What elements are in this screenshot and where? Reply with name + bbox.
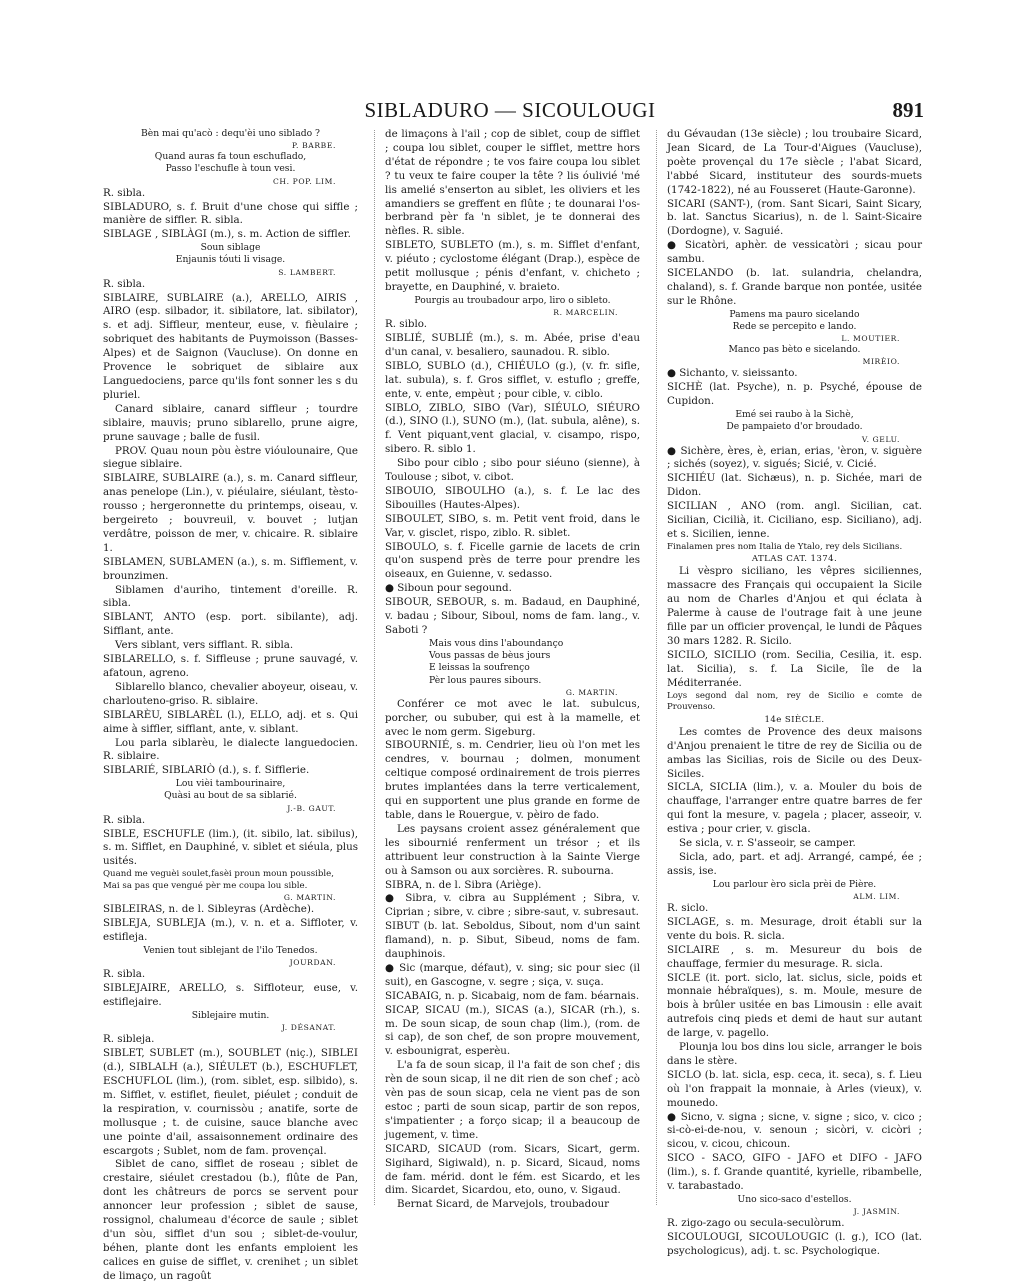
dictionary-entry: SIBLO, ZIBLO, SIBO (Var), SIÉULO, SIÉURO (d.), SINO (l.), SUNO (m.), (lat. subula, alêne), s. f. Vent piquant,vent glacial, v. cisampo, rispo, sibero. R. siblo 1. bbox=[385, 401, 640, 456]
citation-line: Passo l'eschufle à toun vesi. bbox=[165, 163, 296, 175]
dictionary-entry: SICELANDO (b. lat. sulandria, chelandra, chaland), s. f. Grande barque non pontée, usitée sur le Rhône. bbox=[667, 267, 922, 307]
dictionary-entry: SIBOUIO, SIBOULHO (a.), s. f. Le lac des Sibouilles (Hautes-Alpes). bbox=[385, 484, 640, 511]
dictionary-entry: SIBLAIRE, SUBLAIRE (a.), s. m. Canard siffleur, anas penelope (Lin.), v. piéulaire, siéulant, tèsto-rousso ; hergeronnette du printemps, oiseau, v. bergeireto ; bouvreuil, v. bouvet ; lutjan verdâtre, poisson de mer, v. chicaire. R. siblaire 1. bbox=[103, 472, 358, 554]
citation-line: Enjaunis tóuti li visage. bbox=[175, 254, 286, 266]
dictionary-entry: SIBOUR, SEBOUR, s. m. Badaud, en Dauphiné, v. badau ; Sibour, Siboul, noms de fam. lang., v. Saboti ? bbox=[385, 596, 640, 637]
citation-line: Quand auras fa toun eschuflado, bbox=[154, 151, 307, 163]
dictionary-entry: SICOULOUGI, SICOULOUGIC (l. g.), ICO (lat. psychologicus), adj. t. sc. Psychologique. bbox=[667, 1231, 922, 1258]
citation-source: J. DÉSANAT. bbox=[281, 1023, 336, 1033]
dictionary-entry: L'a fa de soun sicap, il l'a fait de son chef ; dis rèn de soun sicap, il ne dit rien de son chef ; acò vèn pas de soun sicap, cela ne vient pas de son estoc ; parti de soun sicap, partir de son repos, s'impatienter ; a forço sicap; il a beaucoup de jugement, v. tìme. bbox=[385, 1059, 640, 1141]
dictionary-entry: Bernat Sicard, de Marvejols, troubadour bbox=[397, 1198, 610, 1211]
dictionary-entry: R. sibla. bbox=[103, 813, 146, 826]
dictionary-entry: SICLE (it. port. siclo, lat. siclus, sicle, poids et monnaie hébraïques), s. m. Moule, mesure de bois à brûler usitée en bas Limousin : elle avait autrefois cinq pieds et demi de haut sur autant de large, v. pagello. bbox=[667, 971, 922, 1040]
dictionary-entry: Plounja lou bos dins lou sicle, arranger le bois dans le stère. bbox=[667, 1041, 922, 1067]
dictionary-entry: SICHIÉU (lat. Sichæus), n. p. Sichée, mari de Didon. bbox=[667, 472, 922, 499]
citation-line: Venien tout siblejant de l'ilo Tenedos. bbox=[143, 945, 318, 957]
dictionary-entry: Se sicla, v. r. S'asseoir, se camper. bbox=[679, 837, 856, 850]
dictionary-entry: Li vèspro siciliano, les vêpres siciliennes, massacre des Français qui occupaient la Sicile au nom de Charles d'Anjou et qui éclata à Palerme à cause de l'outrage fait à une jeune fille par un officier provençal, le lundi de Pâques 30 mars 1282. R. Sicilo. bbox=[667, 565, 922, 647]
dictionary-entry: ● Sicatòri, aphèr. de vessicatòri ; sicau pour sambu. bbox=[667, 239, 922, 266]
dictionary-entry: R. sibla. bbox=[103, 186, 146, 199]
citation-source: ALM. LIM. bbox=[853, 891, 900, 901]
dictionary-entry: SIBLAMEN, SUBLAMEN (a.), s. m. Sifflement, v. brounzimen. bbox=[103, 555, 358, 582]
citation-line: Vous passas de bèus jours bbox=[429, 650, 551, 662]
dictionary-entry: SICARI (SANT-), (rom. Sant Sicari, Saint Sicary, b. lat. Sanctus Sicarius), n. de l. Saint-Sicaire (Dordogne), v. Saguié. bbox=[667, 197, 922, 238]
column-divider bbox=[374, 130, 375, 1205]
citation-source: MIRÈIO. bbox=[862, 357, 900, 367]
dictionary-entry: SIBRA, n. de l. Sibra (Ariège). bbox=[385, 878, 542, 891]
dictionary-entry: SIBLO, SUBLO (d.), CHIÉULO (g.), (v. fr. sifle, lat. subula), s. f. Gros sifflet, v. estuflo ; greffe, ente, v. ente, empèut ; pour cible, v. ciblo. bbox=[385, 359, 640, 400]
dictionary-entry: SIBLAIRE, SUBLAIRE (a.), ARELLO, AIRIS , AIRO (esp. silbador, it. sibilatore, lat. sibilator), s. et adj. Siffleur, menteur, euse, v. fièulaire ; sobriquet des habitants de Puymoisson (Basses-Alpes) et de Saignon (Vaucluse). On donne en Provence le sobriquet de siblaire aux Languedociens, parce qu'ils font sonner les s du pluriel. bbox=[103, 291, 358, 401]
dictionary-entry: SICHÈ (lat. Psyche), n. p. Psyché, épouse de Cupidon. bbox=[667, 381, 922, 408]
dictionary-entry: R. siclo. bbox=[667, 901, 709, 914]
citation-date: ATLAS CAT. 1374. bbox=[751, 554, 838, 565]
citation-source: L. MOUTIER. bbox=[841, 334, 900, 344]
citation-prose: Quand me veguèi soulet,fasèi proun moun poussible, bbox=[103, 869, 334, 880]
citation-line: De pampaieto d'or broudado. bbox=[726, 421, 863, 433]
dictionary-entry: PROV. Quau noun pòu èstre vióulounaire, Que siegue siblaire. bbox=[103, 444, 358, 471]
dictionary-entry: SICABAIG, n. p. Sicabaig, nom de fam. béarnais. bbox=[385, 989, 640, 1002]
page-number: 891 bbox=[892, 98, 924, 122]
citation-source: J.-B. GAUT. bbox=[287, 803, 336, 813]
dictionary-entry: SIBOULO, s. f. Ficelle garnie de lacets de crin qu'on suspend près de terre pour prendre les oiseaux, en Guienne, v. sedasso. bbox=[385, 540, 640, 581]
citation-line: E leissas la soufrenço bbox=[429, 662, 530, 674]
dictionary-entry: ● Siboun pour segound. bbox=[385, 582, 512, 595]
dictionary-entry: Siblarello blanco, chevalier aboyeur, oiseau, v. charlouteno-griso. R. siblaire. bbox=[103, 680, 358, 707]
column-right bbox=[667, 128, 922, 1258]
citation-source: G. MARTIN. bbox=[283, 893, 336, 903]
dictionary-entry: SIBUT (b. lat. Seboldus, Sibout, nom d'un saint flamand), n. p. Sibut, Sibeud, noms de fam. dauphinois. bbox=[385, 920, 640, 961]
dictionary-entry: ● Sibra, v. cibra au Supplément ; Sibra, v. Ciprian ; sibre, v. cibre ; sibre-saut, v. subresaut. bbox=[385, 892, 640, 919]
citation-line: Mais vous dins l'aboundanço bbox=[429, 637, 564, 649]
citation-prose: Mai sa pas que vengué pèr me coupa lou sible. bbox=[103, 880, 308, 891]
dictionary-entry: SIBLEIRAS, n. de l. Sibleyras (Ardèche). bbox=[103, 903, 315, 916]
citation-source: G. MARTIN. bbox=[565, 687, 618, 697]
dictionary-entry: ● Sichère, ères, è, erian, erias, 'èron, v. siguère ; sichés (soyez), v. sigués; Sicié, v. Cicié. bbox=[667, 444, 922, 471]
citation-line: Bèn mai qu'acò : dequ'èi uno siblado ? bbox=[141, 128, 320, 139]
dictionary-entry: ● Sichanto, v. sieissanto. bbox=[667, 367, 798, 380]
dictionary-entry: R. siblo. bbox=[385, 318, 428, 331]
column-left bbox=[103, 128, 358, 1282]
dictionary-entry: Sicla, ado, part. et adj. Arrangé, campé, ée ; assis, ise. bbox=[667, 850, 922, 877]
dictionary-entry: de limaçons à l'ail ; cop de siblet, coup de sifflet ; coupa lou siblet, couper le sifflet, mettre hors d'état de répondre ; te vos faire coupa lou siblet ? tu veux te faire couper la tête ? lis óulivié 'mé lis amelié s'enserton au siblet, les oliviers et les amandiers se greffent en flûte ; te dounarai l'os-berbrand pèr fa 'n siblet, je te donnerai des nèfles. R. sible. bbox=[385, 128, 640, 238]
citation-line: Pourgis au troubadour arpo, liro o sibleto. bbox=[414, 294, 611, 306]
dictionary-entry: SIBOURNIÉ, s. m. Cendrier, lieu où l'on met les cendres, v. bournau ; dolmen, monument celtique composé ordinairement de trois pierres brutes implantées dans la terre verticalement, qui en supportent une plus grande en forme de table, dans le Rouergue, v. pèiro de fado. bbox=[385, 739, 640, 821]
running-head bbox=[0, 98, 1024, 126]
dictionary-entry: Vers siblant, vers sifflant. R. sibla. bbox=[115, 639, 294, 652]
dictionary-entry: Siblet de cano, sifflet de roseau ; siblet de crestaire, siéulet crestadou (b.), flûte de Pan, dont les châtreurs de porcs se servent pour annoncer leur profession ; siblet de sause, rossignol, chalumeau d'écorce de saule ; siblet d'un sòu, sifflet d'un sou ; siblet-de-voulur, béhen, plante dont les enfants emploient les calices en guise de sifflet, v. crenihet ; un siblet de limaço, un ragoût bbox=[103, 1158, 358, 1282]
citation-source: R. MARCELIN. bbox=[553, 308, 618, 318]
citation-line: Lou vièi tambourinaire, bbox=[175, 778, 286, 790]
dictionary-entry: SIBLET, SUBLET (m.), SOUBLET (niç.), SIBLEI (d.), SIBLALH (a.), SIÉULET (b.), ESCHUFLET, ESCHUFLOL (lim.), (rom. siblet, esp. silbido), s. m. Sifflet, v. estiflet, fieulet, piéulet ; conduit de la respiration, v. cournissòu ; anatife, sorte de mollusque ; t. de cuisine, sauce blanche avec une pointe d'ail, assaisonnement ordinaire des escargots ; Sublet, nom de fam. provençal. bbox=[103, 1047, 358, 1157]
dictionary-entry: ● Sic (marque, défaut), v. sing; sic pour siec (il suit), en Gascogne, v. segre ; siça, v. suça. bbox=[385, 961, 640, 988]
dictionary-entry: SIBLEJAIRE, ARELLO, s. Siffloteur, euse, v. estiflejaire. bbox=[103, 982, 358, 1009]
citation-line: Manco pas bèto e sicelando. bbox=[728, 344, 861, 356]
dictionary-entry: SIBOULET, SIBO, s. m. Petit vent froid, dans le Var, v. gisclet, rispo, ziblo. R. siblet. bbox=[385, 512, 640, 539]
column-middle bbox=[385, 128, 640, 1211]
citation-prose: Loys segond dal nom, rey de Sicilio e comte de Prouvenso. bbox=[667, 690, 922, 713]
dictionary-entry: SICILO, SICILIO (rom. Secilia, Cesilia, it. esp. lat. Sicilia), s. f. La Sicile, île de la Méditerranée. bbox=[667, 648, 922, 689]
dictionary-entry: R. zigo-zago ou secula-seculòrum. bbox=[667, 1217, 845, 1230]
dictionary-entry: du Gévaudan (13e siècle) ; lou troubaire Sicard, Jean Sicard, de La Tour-d'Aigues (Vaucluse), poète provençal du 17e siècle ; l'abat Sicard, l'abbé Sicard, instituteur des sourds-muets (1742-1822), né au Fousseret (Haute-Garonne). bbox=[667, 128, 922, 196]
dictionary-entry: SIBLIÉ, SUBLIÉ (m.), s. m. Abée, prise d'eau d'un canal, v. besaliero, saunadou. R. siblo. bbox=[385, 331, 640, 358]
dictionary-entry: R. sibla. bbox=[103, 277, 146, 290]
citation-line: Rede se percepito e lando. bbox=[732, 320, 857, 332]
dictionary-entry: Siblamen d'auriho, tintement d'oreille. R. sibla. bbox=[103, 583, 358, 610]
dictionary-entry: SICLO (b. lat. sicla, esp. ceca, it. seca), s. f. Lieu où l'on frappait la monnaie, à Arles (vieux), v. mounedo. bbox=[667, 1068, 922, 1109]
dictionary-entry: SIBLARIÉ, SIBLARIÒ (d.), s. f. Sifflerie. bbox=[103, 764, 310, 777]
dictionary-entry: R. sibla. bbox=[103, 968, 146, 981]
dictionary-entry: Sibo pour ciblo ; sibo pour siéuno (sienne), à Toulouse ; sibot, v. cibot. bbox=[385, 457, 640, 484]
citation-line: Emé sei raubo à la Sichè, bbox=[735, 409, 854, 421]
citation-line: Uno sico-saco d'estellos. bbox=[737, 1194, 852, 1205]
dictionary-entry: SIBLARELLO, s. f. Siffleuse ; prune sauvagé, v. afatoun, agreno. bbox=[103, 653, 358, 680]
dictionary-entry: R. sibleja. bbox=[103, 1033, 155, 1046]
dictionary-entry: SIBLEJA, SUBLEJA (m.), v. n. et a. Siffloter, v. estifleja. bbox=[103, 917, 358, 944]
citation-line: Siblejaire mutin. bbox=[191, 1010, 270, 1022]
citation-source: V. GELU. bbox=[861, 434, 900, 444]
dictionary-entry: SIBLADURO, s. f. Bruit d'une chose qui siffle ; manière de siffler. R. sibla. bbox=[103, 200, 358, 227]
dictionary-entry: SICLA, SICLIA (lim.), v. a. Mouler du bois de chauffage, l'arranger entre quatre barres de fer qui font la mesure, v. pagela ; placer, asseoir, v. estiva ; pour crier, v. giscla. bbox=[667, 781, 922, 836]
dictionary-entry: SICILIAN , ANO (rom. angl. Sicilian, cat. Sicilian, Cicilià, it. Ciciliano, esp. Siciliano), adj. et s. Sicilien, ienne. bbox=[667, 500, 922, 540]
dictionary-entry: SICLAGE, s. m. Mesurage, droit établi sur la vente du bois. R. sicla. bbox=[667, 915, 922, 942]
column-divider bbox=[656, 130, 657, 1205]
citation-source: S. LAMBERT. bbox=[278, 267, 336, 277]
citation-line: Pamens ma pauro sicelando bbox=[729, 308, 860, 320]
dictionary-entry: SICAP, SICAU (m.), SICAS (a.), SICAR (rh.), s. m. De soun sicap, de soun chap (lim.), (rom. de si cap), de son chef, de son propre mouvement, v. esbounigrat, esperèu. bbox=[385, 1003, 640, 1058]
citation-line: Pèr lous paures sibours. bbox=[429, 674, 542, 686]
dictionary-entry: SICARD, SICAUD (rom. Sicars, Sicart, germ. Sigihard, Sigiwald), n. p. Sicard, Sicaud, noms de fam. mérid. dont le fém. est Sicardo, et les dim. Sicardet, Sicardou, eto, ouno, v. Sigaud. bbox=[385, 1142, 640, 1197]
dictionary-entry: Conférer ce mot avec le lat. subulcus, porcher, ou sububer, qui est à la mamelle, et avec le nom germ. Sigeburg. bbox=[385, 697, 640, 738]
dictionary-entry: SICLAIRE , s. m. Mesureur du bois de chauffage, fermier du mesurage. R. sicla. bbox=[667, 943, 922, 970]
dictionary-entry: Les comtes de Provence des deux maisons d'Anjou prenaient le titre de rey de Sicilia ou de ambas las Sicilias, rois de Sicile ou des Deux-Siciles. bbox=[667, 725, 922, 780]
citation-line: Lou parlour èro sicla prèi de Pière. bbox=[712, 878, 877, 890]
citation-source: JOURDAN. bbox=[289, 958, 336, 968]
dictionary-entry: SIBLANT, ANTO (esp. port. sibilante), adj. Sifflant, ante. bbox=[103, 611, 358, 638]
citation-line: Quàsi au bout de sa siblarié. bbox=[164, 790, 297, 802]
running-title: SIBLADURO — SICOULOUGI bbox=[364, 98, 656, 122]
dictionary-entry: SIBLARÈU, SIBLARÈL (l.), ELLO, adj. et s. Qui aime à siffler, sifflant, ante, v. siblant. bbox=[103, 708, 358, 735]
dictionary-entry: ● Sicno, v. signa ; sicne, v. signe ; sico, v. cico ; si-cò-ei-de-nou, v. senoun ; sicòri, v. cicòri ; sicou, v. cicou, chicoun. bbox=[667, 1110, 922, 1151]
citation-source: P. BARBE. bbox=[291, 141, 336, 151]
citation-source: J. JASMIN. bbox=[853, 1207, 900, 1217]
dictionary-entry: Les paysans croient assez généralement que les sibournié renferment un trésor ; et ils attribuent leur construction à la Sainte Vierge ou à Samson ou aux sorcières. R. subourna. bbox=[385, 822, 640, 877]
citation-prose: Finalamen pres nom Italia de Ytalo, rey dels Sicilians. bbox=[667, 541, 903, 552]
dictionary-entry: Lou parla siblarèu, le dialecte languedocien. R. siblaire. bbox=[103, 736, 358, 763]
dictionary-entry: SIBLETO, SUBLETO (m.), s. m. Sifflet d'enfant, v. piéuto ; cyclostome élégant (Drap.), espèce de petit mollusque ; pénis d'enfant, v. chicheto ; brayette, en Dauphiné, v. braieto. bbox=[385, 239, 640, 293]
dictionary-entry: Canard siblaire, canard siffleur ; tourdre siblaire, mauvis; pruno siblarello, prune aigre, prune sauvage ; balle de fusil. bbox=[103, 402, 358, 443]
dictionary-entry: SICO - SACO, GIFO - JAFO et DIFO - JAFO (lim.), s. f. Grande quantité, kyrielle, ribambelle, v. tarabastado. bbox=[667, 1152, 922, 1193]
citation-source: CH. POP. LIM. bbox=[272, 176, 336, 186]
citation-line: Soun siblage bbox=[200, 242, 261, 254]
citation-date: 14e SIÈCLE. bbox=[764, 714, 825, 725]
dictionary-entry: SIBLAGE , SIBLÀGI (m.), s. m. Action de siffler. bbox=[103, 228, 351, 241]
dictionary-entry: SIBLE, ESCHUFLE (lim.), (it. sibilo, lat. sibilus), s. m. Sifflet, en Dauphiné, v. siblet et siéula, plus usités. bbox=[103, 827, 358, 868]
